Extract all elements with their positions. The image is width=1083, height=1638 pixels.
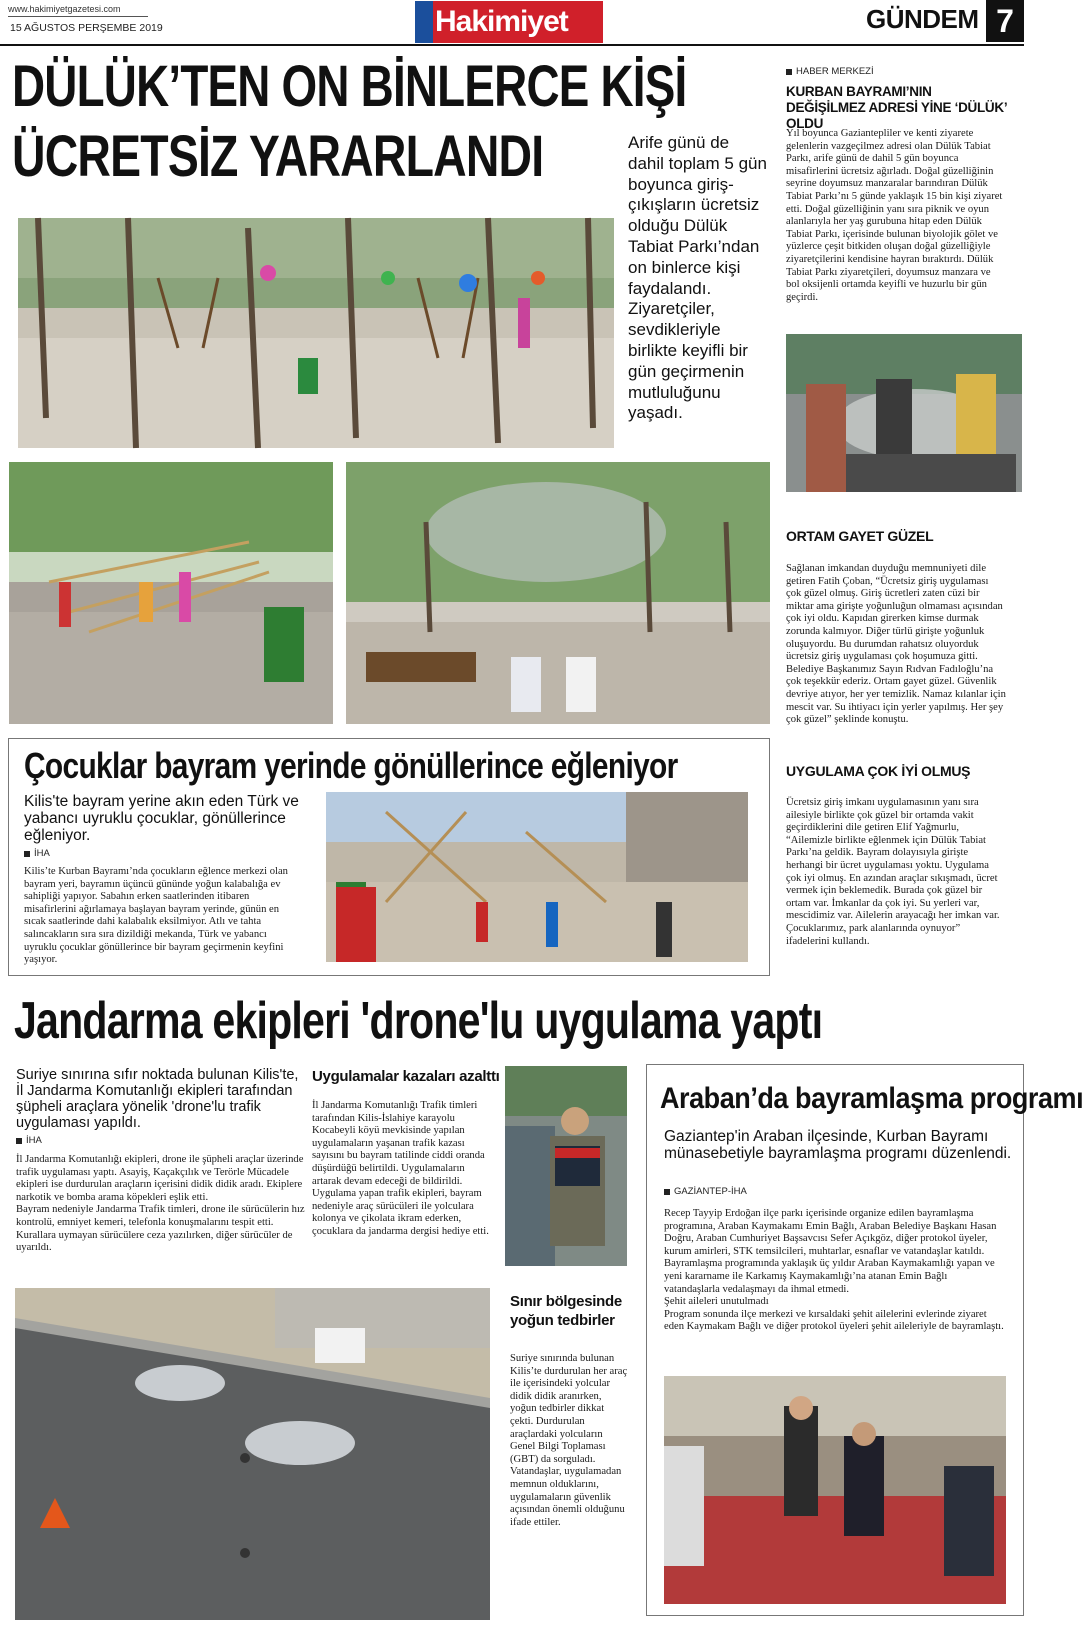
children-lead: Kilis'te bayram yerine akın eden Türk ve yabancı uyruklu çocuklar, gönüllerince eğleniyor. <box>24 793 299 844</box>
araban-source <box>664 1186 747 1197</box>
logo-text: Hakimiyet <box>435 5 568 38</box>
photo-barbecue <box>786 334 1022 492</box>
photo-picnic-area <box>346 462 770 724</box>
source-marker <box>24 851 30 857</box>
page-number: 7 <box>986 0 1024 42</box>
main-headline-line2: ÜCRETSİZ YARARLANDI <box>12 124 544 189</box>
section-name: GÜNDEM <box>866 4 979 34</box>
photo-park-swings <box>18 218 614 448</box>
araban-body: Recep Tayyip Erdoğan ilçe parkı içerisinde organize edilen bayramlaşma programına, Araban Kaymakamı Emin Bağlı, Araban Belediye Başkanı Hasan Doğru, Araban Cumhuriyet Başsavcısı Sefer Açıkgöz, diğer protokol üyeler, kurum amirleri, STK temsilcileri, muhtarlar, esnaflar ve vatandaşlar katıldı. Bayramlaşma programında yaklaşık üç yıldır Araban Kaymakamlığı yapan ve yeni kararname ile Karkamış Kaymakamlığı’na atanan Emin Bağlı vatandaşlarla vedalaşmayı da ihmal etmedi. Şehit aileleri unutulmadı Program sonunda ilçe merkezi ve kırsaldaki şehit ailelerini evlerinde ziyaret eden Kaymakam Bağlı ve diğer protokol üyeleri şehit aileleriyle de bayramlaştı. <box>664 1208 1004 1333</box>
children-body: Kilis’te Kurban Bayramı’nda çocukların eğlence merkezi olan bayram yeri, bayramın üçüncü gününde yoğun kalabalığa ev sahipliği yapıyor. Sabahın erken saatlerinden itibaren misafirlerini ağırlamaya başlayan bayram yerinde, günün en sıcak saatlerinde dahi kalabalık eksilmiyor. Atlı ve tahta salıncakların sıra sıra dizildiği mekanda, Türk ve yabancı uyruklu çocuklar gönüllerince bir bayram geçirmenin keyfini yaşıyor. <box>24 866 288 966</box>
right-subhead-2: ORTAM GAYET GÜZEL <box>786 528 934 544</box>
source-text: İHA <box>34 848 50 859</box>
photo-jandarma-officer <box>505 1066 627 1266</box>
header-rule-left <box>8 16 148 17</box>
drone-body: İl Jandarma Komutanlığı ekipleri, drone ile şüpheli araçlar üzerinde trafik uygulaması yaptı. Asayiş, Kaçakçılık ve Terörle Mücadele ekipleri ise durdurulan araçların içerisini didik didik aradı. Ekiplere narkotik ve bomba arama köpekleri eşlik etti. Bayram nedeniyle Jandarma Trafik timleri, drone ile sürücülerin hız kontrolü, emniyet kemeri, telefonla konuşmalarını tespit etti. Kurallara uymayan sürücülere ceza yazılırken, diğer sürücüler de uyarıldı. <box>16 1154 305 1254</box>
issue-date: 15 AĞUSTOS PERŞEMBE 2019 <box>10 22 163 34</box>
source-marker <box>16 1138 22 1144</box>
source-marker <box>786 69 792 75</box>
logo <box>415 1 603 43</box>
source-haber-merkezi <box>786 66 874 77</box>
main-lead: Arife günü de dahil toplam 5 gün boyunca giriş-çıkışların ücretsiz olduğu Dülük Tabiat Parkı’ndan on binlerce kişi faydalandı. Ziyaretçiler, sevdikleriyle birlikte keyifli bir gün geçirmenin mutluluğunu yaşadı. <box>628 133 767 423</box>
photo-drone-aerial <box>15 1288 490 1620</box>
drone-subhead-3: Sınır bölgesinde yoğun tedbirler <box>510 1293 622 1329</box>
drone-lead: Suriye sınırına sıfır noktada bulunan Kilis'te, İl Jandarma Komutanlığı ekipleri tarafından şüpheli araçlara yönelik 'drone'lu trafik uygulaması yapıldı. <box>16 1067 299 1131</box>
main-headline-line1: DÜLÜK’TEN ON BİNLERCE KİŞİ <box>12 54 687 119</box>
site-url: www.hakimiyetgazetesi.com <box>8 4 121 14</box>
source-marker <box>664 1189 670 1195</box>
source-text: GAZİANTEP-İHA <box>674 1186 747 1197</box>
drone-source <box>16 1135 42 1146</box>
right-body-3: Ücretsiz giriş imkanı uygulamasının yanı sıra ailesiyle birlikte çok güzel bir ortamda vakit geçirdiklerini dile getiren Elif Yağmurlu, “Ailemizle birlikte eğlenmek için Dülük Tabiat Parkı’na geldik. Bayram dolayısıyla girişte herhangi bir ücret uygulaması yoktu. Uygulama çok iyi olmuş. En azından araçlar sıkışmadı, ücret vermek için beklemedik. Burada çok güzel bir ortam var. İmkanlar da çok iyi. Su yerleri var, mescidimiz var. Ailelerin arayacağı her imkan var. Çocuklarımız, park alanlarında oynuyor” ifadelerini kullandı. <box>786 797 1000 947</box>
photo-hammock-kids <box>9 462 333 724</box>
photo-bayram-yeri <box>326 792 748 962</box>
right-subhead: KURBAN BAYRAMI’NIN DEĞİŞİLMEZ ADRESİ YİNE ‘DÜLÜK’ OLDU <box>786 84 1007 131</box>
drone-body-2: İl Jandarma Komutanlığı Trafik timleri tarafından Kilis-İslahiye karayolu Kocabeyli köyü mevkisinde yapılan uygulamaların yaşanan trafik kazası sayısını bu bayram tatilinde ciddi oranda düşürdüğü belirtildi. Uygulamaların artarak devam edeceği de bildirildi. Uygulama yapan trafik ekipleri, bayram nedeniyle araç sürücüleri ile yolculara kolonya ve çikolata ikram ederken, çocuklara da jandarma dergisi hediye etti. <box>312 1100 489 1237</box>
source-text: İHA <box>26 1135 42 1146</box>
right-body-2: Sağlanan imkandan duyduğu memnuniyeti dile getiren Fatih Çoban, “Ücretsiz giriş uygulaması çok güzel olmuş. Giriş ücretleri zaten cüzi bir miktar ama girişte yoğunluğun olmaması açısından çok iyi oldu. Kapıdan girerken kimse durmak zorunda kalmıyor. Diğer türlü girişte yoğunluk oluşuyordu. Bu durumdan rahatsız oluyorduk ücretsiz giriş uygulaması çok hoşumuza gitti. Belediye Başkanımız Sayın Rıdvan Fadıloğlu’na çok teşekkür ederiz. Ortam gayet güzel. Güvenlik devriye atıyor, her yer temizlik. Namaz kılanlar için mescit var. Su ihtiyacı için yerler yapılmış. Her şey çok güzel” şeklinde konuştu. <box>786 563 1006 726</box>
araban-headline: Araban’da bayramlaşma programı <box>660 1082 1083 1115</box>
logo-h-block <box>415 1 433 43</box>
right-body-1: Yıl boyunca Gaziantepliler ve kenti ziyarete gelenlerin vazgeçilmez adresi olan Dülük Tabiat Parkı, arife günü de dahil 5 gün boyunca misafirlerini ücretsiz ağırladı. Doğal güzelliğinin seyrine doyumsuz manzaralar barındıran Dülük Tabiat Parkı’nı 5 günde yaklaşık 15 bin kişi ziyaret etti. Doğal güzelliğinin yanı sıra piknik ve oyun alanlarıyla her yaş gurubuna hitap eden Dülük Tabiat Parkı, içerisinde bulunan biyolojik gölet ve yüzlerce çeşit bitkiden oluşan doğal güzelliğiyle ziyaretçilerini kendisine hayran bıraktırdı. Dülük Tabiat Parkı ziyaretçileri, doyumsuz manzara ve bol oksijenli ortamda keyifli ve huzurlu bir gün geçirdi. <box>786 128 1003 303</box>
children-source <box>24 848 50 859</box>
drone-headline: Jandarma ekipleri 'drone'lu uygulama yaptı <box>14 992 823 1050</box>
drone-subhead-2: Uygulamalar kazaları azalttı <box>312 1068 500 1085</box>
drone-body-3: Suriye sınırında bulunan Kilis’te durdurulan her araç ile içerisindeki yolcular didik didik aranırken, yoğun tedbirler dikkat çekti. Durdurulan araçlardaki yolcuların Genel Bilgi Toplaması (GBT) da sorguladı. Vatandaşlar, uygulamadan memnun olduklarını, uygulamaların güvenlik açısından önemli olduğunu ifade ettiler. <box>510 1353 628 1528</box>
header-rule <box>0 44 1024 46</box>
source-text: HABER MERKEZİ <box>796 66 874 77</box>
photo-bayramlasma <box>664 1376 1006 1604</box>
araban-lead: Gaziantep'in Araban ilçesinde, Kurban Bayramı münasebetiyle bayramlaşma programı düzenlendi. <box>664 1128 1012 1162</box>
children-headline: Çocuklar bayram yerinde gönüllerince eğleniyor <box>24 745 678 786</box>
right-subhead-3: UYGULAMA ÇOK İYİ OLMUŞ <box>786 763 971 779</box>
